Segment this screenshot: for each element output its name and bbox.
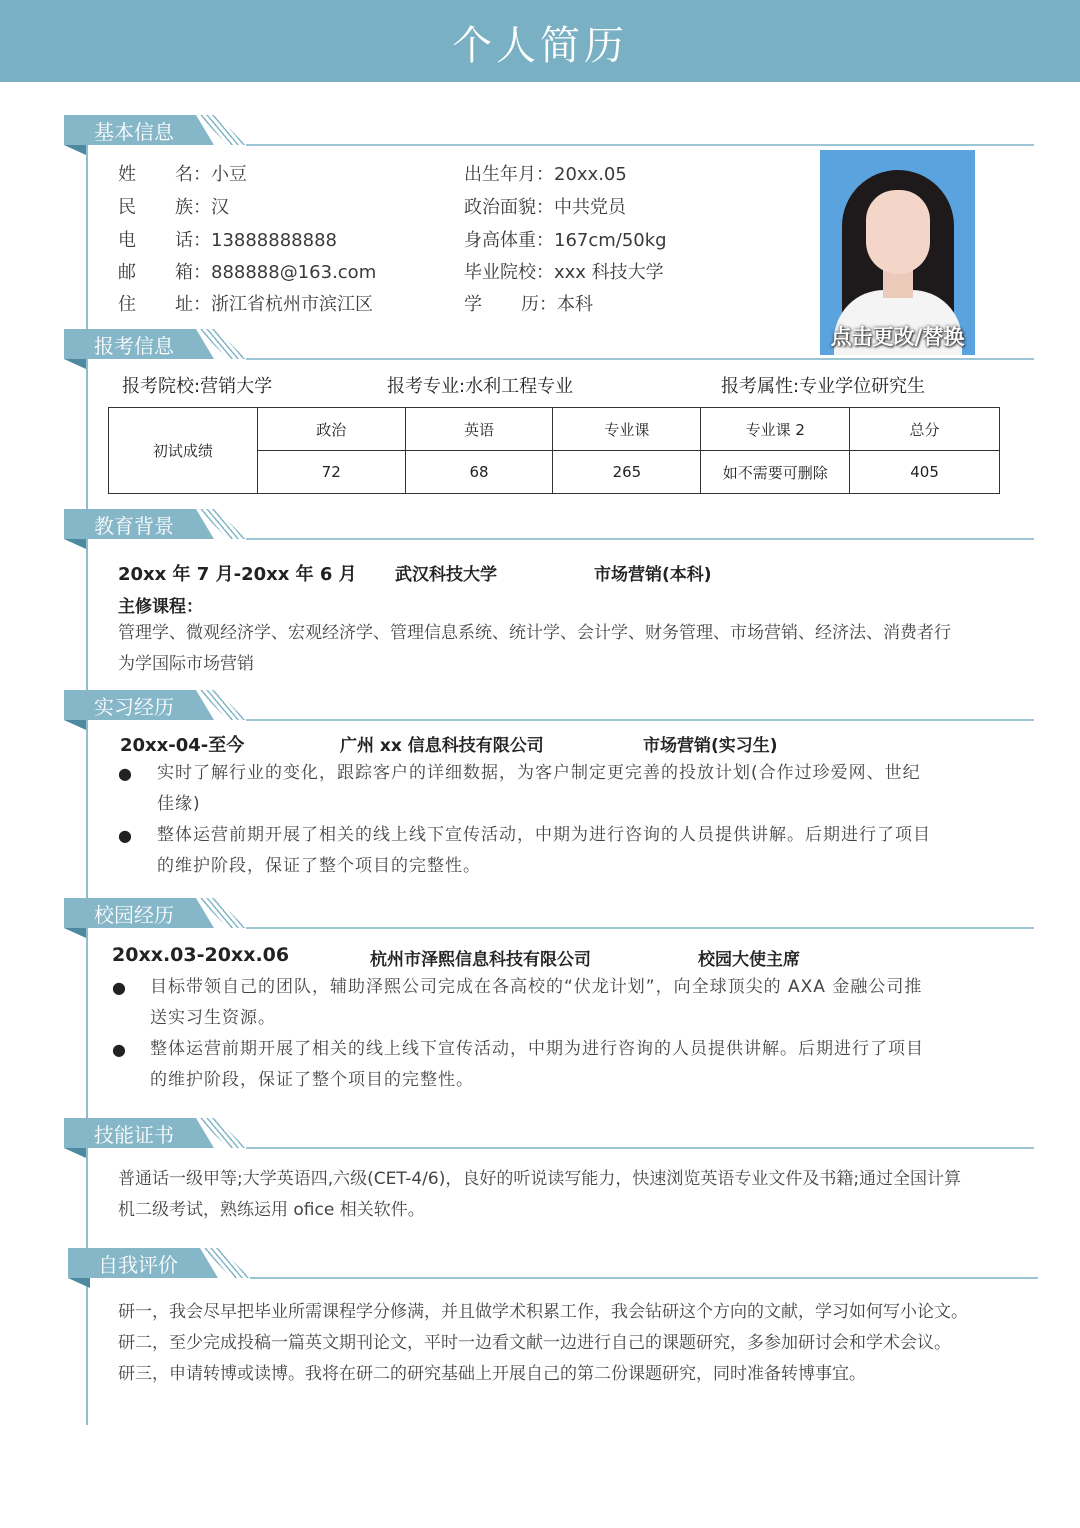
section-title: 技能证书 — [94, 1123, 174, 1147]
value-address: ：浙江省杭州市滨江区 — [193, 294, 373, 315]
section-fold — [68, 1278, 90, 1288]
photo-change-caption[interactable]: 点击更改/替换 — [830, 325, 965, 349]
score-table — [108, 407, 1000, 494]
intern-bullet-2 — [157, 820, 931, 882]
section-rule — [246, 719, 1034, 721]
value-name: ：小豆 — [193, 164, 247, 185]
section-title: 报考信息 — [94, 334, 174, 358]
bullet-icon: ● — [112, 978, 126, 997]
campus-bullet-2 — [150, 1034, 924, 1096]
value-email: ：888888@163.com — [193, 262, 377, 283]
skills-line: 机二级考试，熟练运用 ofice 相关软件。 — [118, 1200, 425, 1220]
score-cell: 405 — [850, 451, 1000, 494]
section-rule — [246, 144, 1034, 146]
subject-cell: 总分 — [850, 408, 1000, 451]
intern-bullet-1 — [157, 758, 921, 820]
score-cell: 72 — [257, 451, 405, 494]
political-status: 政治面貌：中共党员 — [464, 197, 626, 218]
bullet-line: 整体运营前期开展了相关的线上线下宣传活动，中期为进行咨询的人员提供讲解。后期进行了项目 — [157, 825, 931, 845]
bullet-line: 的维护阶段，保证了整个项目的完整性。 — [157, 856, 481, 876]
edu-school: 武汉科技大学 — [395, 565, 497, 585]
apply-major: 报考专业:水利工程专业 — [387, 376, 574, 397]
label-name-b: 名 — [175, 164, 193, 185]
apply-type: 报考属性:专业学位研究生 — [721, 376, 926, 397]
header-bar — [0, 0, 1080, 82]
apply-school: 报考院校:营销大学 — [122, 376, 273, 397]
self-eval-line: 研二，至少完成投稿一篇英文期刊论文，平时一边看文献一边进行自己的课题研究，多参加研讨会和学术会议。 — [118, 1333, 951, 1353]
height-weight: 身高体重：167cm/50kg — [464, 230, 667, 251]
courses-line: 为学国际市场营销 — [118, 654, 254, 674]
self-eval-line: 研一，我会尽早把毕业所需课程学分修满，并且做学术积累工作，我会钻研这个方向的文献，学习如何写小论文。 — [118, 1302, 968, 1322]
edu-major: 市场营销(本科) — [594, 565, 712, 585]
label-name-a: 姓 — [118, 164, 136, 185]
label-ethnic-a: 民 — [118, 197, 136, 218]
label-degree-b: 历 — [521, 294, 539, 315]
section-fold — [64, 720, 86, 730]
section-rule — [246, 538, 1034, 540]
subject-cell: 政治 — [257, 408, 405, 451]
label-phone-b: 话 — [175, 230, 193, 251]
bullet-icon: ● — [118, 826, 132, 845]
label-email-a: 邮 — [118, 262, 136, 283]
profile-photo[interactable] — [820, 150, 975, 355]
table-row — [109, 408, 1000, 451]
intern-company: 广州 xx 信息科技有限公司 — [340, 736, 544, 756]
subject-cell: 专业课 2 — [701, 408, 850, 451]
section-rule — [246, 927, 1034, 929]
score-cell: 265 — [553, 451, 701, 494]
birth-date: 出生年月：20xx.05 — [464, 164, 627, 185]
campus-bullet-1 — [150, 972, 922, 1034]
graduate-school: 毕业院校：xxx 科技大学 — [464, 262, 664, 283]
intern-period: 20xx-04-至今 — [120, 735, 245, 756]
skills-line: 普通话一级甲等;大学英语四,六级(CET-4/6)，良好的听说读写能力，快速浏览英语专业文件及书籍;通过全国计算 — [118, 1169, 962, 1189]
bullet-line: 实时了解行业的变化，跟踪客户的详细数据，为客户制定更完善的投放计划(合作过珍爱网、世纪 — [157, 763, 921, 783]
value-phone: ：13888888888 — [193, 230, 337, 251]
courses-line: 管理学、微观经济学、宏观经济学、管理信息系统、统计学、会计学、财务管理、市场营销、经济法、消费者行 — [118, 623, 951, 643]
bullet-line: 的维护阶段，保证了整个项目的完整性。 — [150, 1070, 474, 1090]
intern-role: 市场营销(实习生) — [643, 736, 778, 756]
label-email-b: 箱 — [175, 262, 193, 283]
section-rule — [246, 1147, 1034, 1149]
value-degree: ：本科 — [539, 294, 593, 315]
bullet-line: 整体运营前期开展了相关的线上线下宣传活动，中期为进行咨询的人员提供讲解。后期进行了项目 — [150, 1039, 924, 1059]
label-address-b: 址 — [175, 294, 193, 315]
courses-title: 主修课程： — [118, 597, 203, 617]
page-title: 个人简历 — [452, 23, 628, 69]
section-fold — [64, 539, 86, 549]
self-eval-text — [118, 1297, 968, 1390]
section-rule — [250, 1277, 1038, 1279]
section-title: 校园经历 — [94, 903, 174, 927]
label-phone-a: 电 — [118, 230, 136, 251]
bullet-line: 目标带领自己的团队，辅助泽熙公司完成在各高校的“伏龙计划”，向全球顶尖的 AXA 金融公司推 — [150, 977, 923, 997]
courses-list — [118, 618, 951, 680]
section-title: 实习经历 — [94, 695, 174, 719]
bullet-icon: ● — [112, 1040, 126, 1059]
section-fold — [64, 928, 86, 938]
label-ethnic-b: 族 — [175, 197, 193, 218]
subject-cell: 英语 — [405, 408, 553, 451]
campus-period: 20xx.03-20xx.06 — [112, 944, 290, 966]
score-cell: 如不需要可删除 — [701, 451, 850, 494]
self-eval-line: 研三，申请转博或读博。我将在研二的研究基础上开展自己的第二份课题研究，同时准备转博事宜。 — [118, 1364, 866, 1384]
score-cell: 68 — [405, 451, 553, 494]
label-address-a: 住 — [118, 294, 136, 315]
label-degree-a: 学 — [464, 294, 482, 315]
campus-role: 校园大使主席 — [698, 950, 800, 970]
bullet-icon: ● — [118, 764, 132, 783]
photo-face — [866, 190, 930, 274]
score-row-label: 初试成绩 — [109, 408, 258, 494]
bullet-line: 佳缘) — [157, 794, 201, 814]
section-rule — [246, 358, 1034, 360]
bullet-line: 送实习生资源。 — [150, 1008, 276, 1028]
edu-period: 20xx 年 7 月-20xx 年 6 月 — [118, 564, 357, 585]
subject-cell: 专业课 — [553, 408, 701, 451]
skills-text — [118, 1164, 961, 1226]
value-ethnic: ：汉 — [193, 197, 229, 218]
section-title: 教育背景 — [94, 514, 174, 538]
section-fold — [64, 145, 86, 155]
section-fold — [64, 359, 86, 369]
section-title: 基本信息 — [94, 120, 174, 144]
section-fold — [64, 1148, 86, 1158]
section-title: 自我评价 — [98, 1253, 178, 1277]
campus-company: 杭州市泽熙信息科技有限公司 — [370, 950, 591, 970]
